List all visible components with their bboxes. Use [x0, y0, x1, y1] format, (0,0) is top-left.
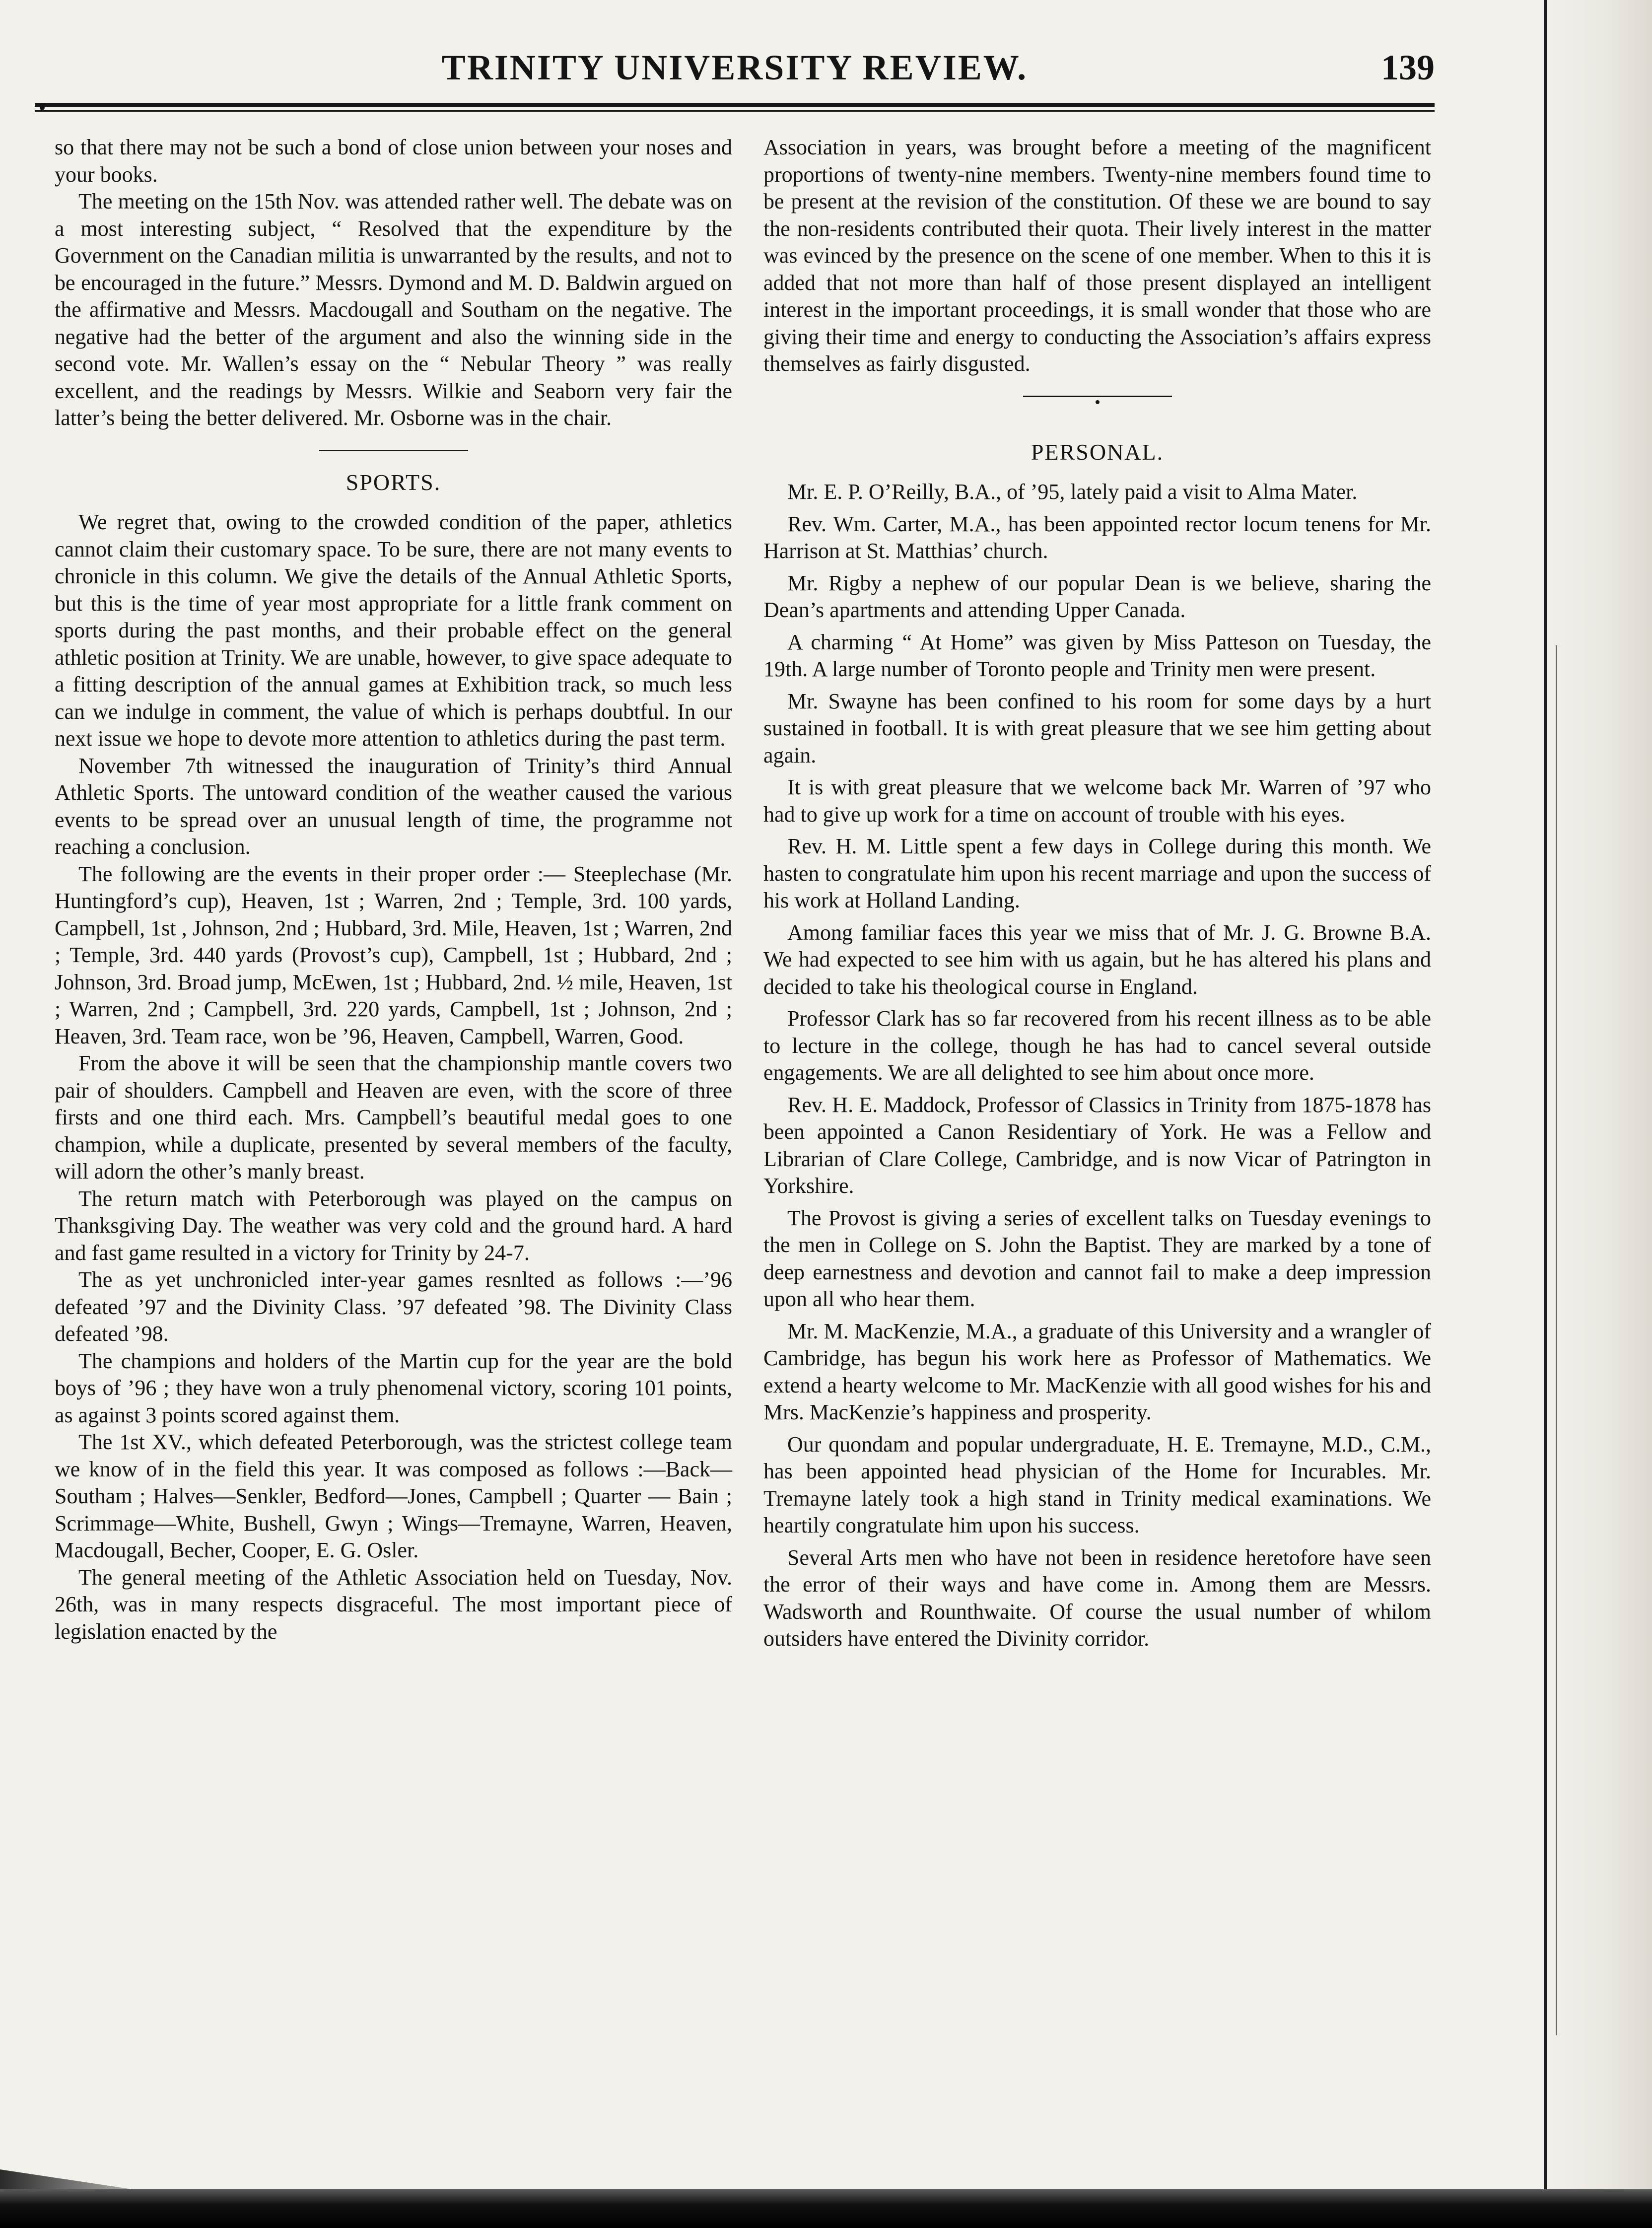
scan-bottom-shadow — [0, 2189, 1652, 2228]
paragraph: Several Arts men who have not been in residence heretofore have seen the error of their ways and have come in. Among them are Messrs. Wadsworth and Rounthwaite. Of course the usual number of whilom outsiders have entered the Divinity corridor. — [763, 1545, 1431, 1651]
header-rule-thin — [35, 110, 1435, 112]
paragraph: November 7th witnessed the inauguration of Trinity’s third Annual Athletic Sports. The untoward condition of the weather caused the various events to be spread over an unusual length of time, the programme not reaching a conclusion. — [55, 753, 732, 859]
publication-title: TRINITY UNIVERSITY REVIEW. — [441, 48, 1028, 87]
paragraph: Mr. E. P. O’Reilly, B.A., of ’95, lately paid a visit to Alma Mater. — [787, 480, 1358, 504]
page-number: 139 — [1381, 48, 1435, 87]
paragraph: The champions and holders of the Martin cup for the year are the bold boys of ’96 ; they have won a truly phenomenal victory, scoring 101 points, as against 3 points scored against them. — [55, 1348, 732, 1427]
divider-dot — [1096, 400, 1100, 404]
header-rule-thick — [35, 103, 1435, 107]
section-heading-sports: SPORTS. — [345, 469, 441, 495]
paragraph: Professor Clark has so far recovered from his recent illness as to be able to lecture in the college, though he has had to cancel several outside engagements. We are all delighted to see him about once more. — [763, 1006, 1431, 1085]
page-header — [35, 47, 1435, 97]
paragraph: Association in years, was brought before a meeting of the magnificent proportions of twenty-nine members. Twenty-nine members found time to be present at the revision of the constitution. Of these we are bound to say the non-residents contributed their quota. Their lively interest in the matter was evinced by the presence on the scene of one member. When to this it is added that not more than half of those present displayed an intelligent interest in the important proceedings, it is small wonder that those who are giving their time and energy to conducting the Association’s affairs express themselves as fairly disgusted. — [763, 135, 1431, 376]
section-divider — [1023, 396, 1172, 397]
paragraph: Among familiar faces this year we miss that of Mr. J. G. Browne B.A. We had expected to see him with us again, but he has altered his plans and decided to take his theological course in England. — [763, 920, 1431, 999]
binding-edge-line-secondary — [1556, 645, 1557, 2035]
paragraph: The 1st XV., which defeated Peterborough, was the strictest college team we know of in the field this year. It was composed as follows :—Back—Southam ; Halves—Senkler, Bedford—Jones, Campbell ; Quarter — Bain ; Scrimmage—White, Bushell, Gwyn ; Wings—Tremayne, Warren, Heaven, Macdougall, Becher, Cooper, E. G. Osler. — [55, 1430, 732, 1562]
paragraph: Rev. H. E. Maddock, Professor of Classics in Trinity from 1875-1878 has been appointed a Canon Residentiary of York. He was a Fellow and Librarian of Clare College, Cambridge, and is now Vicar of Patrington in Yorkshire. — [763, 1092, 1431, 1198]
paragraph: We regret that, owing to the crowded condition of the paper, athletics cannot claim their customary space. To be sure, there are not many events to chronicle in this column. We give the details of the Annual Athletic Sports, but this is the time of year most appropriate for a little frank comment on sports during the past months, and their probable effect on the general athletic position at Trinity. We are unable, however, to give space adequate to a fitting description of the annual games at Exhibition track, so much less can we indulge in comment, the value of which is perhaps doubtful. In our next issue we hope to devote more attention to athletics during the past term. — [55, 510, 732, 751]
paragraph: so that there may not be such a bond of close union between your noses and your books. — [55, 135, 732, 187]
section-heading-personal: PERSONAL. — [1031, 439, 1164, 465]
paragraph: A charming “ At Home” was given by Miss Patteson on Tuesday, the 19th. A large number of Toronto people and Trinity men were present. — [763, 629, 1431, 681]
paragraph: From the above it will be seen that the championship mantle covers two pair of shoulders. Campbell and Heaven are even, with the score of three firsts and one third each. Mrs. Campbell’s beautiful medal goes to one champion, while a duplicate, presented by several members of the faculty, will adorn the other’s manly breast. — [55, 1051, 732, 1184]
page-edge-margin — [1536, 0, 1652, 2228]
paragraph: Mr. M. MacKenzie, M.A., a graduate of this University and a wrangler of Cambridge, has begun his work here as Professor of Mathematics. We extend a hearty welcome to Mr. MacKenzie with all good wishes for his and Mrs. MacKenzie’s happiness and prosperity. — [763, 1319, 1431, 1424]
paragraph: The following are the events in their proper order :— Steeplechase (Mr. Huntingford’s cup), Heaven, 1st ; Warren, 2nd ; Temple, 3rd. 100 yards, Campbell, 1st , Johnson, 2nd ; Hubbard, 3rd. Mile, Heaven, 1st ; Warren, 2nd ; Temple, 3rd. 440 yards (Provost’s cup), Campbell, 1st ; Hubbard, 2nd ; Johnson, 3rd. Broad jump, McEwen, 1st ; Hubbard, 2nd. ½ mile, Heaven, 1st ; Warren, 2nd ; Campbell, 3rd. 220 yards, Campbell, 1st ; Johnson, 2nd ; Heaven, 3rd. Team race, won be ’96, Heaven, Campbell, Warren, Good. — [55, 861, 732, 1048]
paragraph: It is with great pleasure that we welcome back Mr. Warren of ’97 who had to give up work for a time on account of trouble with his eyes. — [763, 775, 1431, 827]
paragraph: Our quondam and popular undergraduate, H. E. Tremayne, M.D., C.M., has been appointed head physician of the Home for Incurables. Mr. Tremayne lately took a high stand in Trinity medical examinations. We heartily congratulate him upon his success. — [763, 1432, 1431, 1537]
right-column — [763, 134, 1431, 1653]
paragraph: The general meeting of the Athletic Association held on Tuesday, Nov. 26th, was in many respects disgraceful. The most important piece of legislation enacted by the — [55, 1565, 732, 1644]
paragraph: The as yet unchronicled inter-year games resnlted as follows :—’96 defeated ’97 and the Divinity Class. ’97 defeated ’98. The Divinity Class defeated ’98. — [55, 1267, 732, 1346]
paragraph: The Provost is giving a series of excellent talks on Tuesday evenings to the men in College on S. John the Baptist. They are marked by a tone of deep earnestness and devotion and cannot fail to make a deep impression upon all who hear them. — [763, 1205, 1431, 1311]
paragraph: Rev. H. M. Little spent a few days in College during this month. We hasten to congratulate him upon his recent marriage and upon the success of his work at Holland Landing. — [763, 834, 1431, 912]
paragraph: Mr. Rigby a nephew of our popular Dean is we believe, sharing the Dean’s apartments and attending Upper Canada. — [763, 570, 1431, 622]
paragraph: The meeting on the 15th Nov. was attended rather well. The debate was on a most interesting subject, “ Resolved that the expenditure by the Government on the Canadian militia is unwarranted by the results, and not to be encouraged in the future.” Messrs. Dymond and M. D. Baldwin argued on the affirmative and Messrs. Macdougall and Southam on the negative. The negative had the better of the argument and also the winning side in the second vote. Mr. Wallen’s essay on the “ Nebular Theory ” was really excellent, and the readings by Messrs. Wilkie and Seaborn very fair the latter’s being the better delivered. Mr. Osborne was in the chair. — [55, 189, 732, 430]
section-divider — [319, 450, 468, 451]
binding-edge-line — [1544, 0, 1547, 2228]
paragraph: The return match with Peterborough was played on the campus on Thanksgiving Day. The weather was very cold and the ground hard. A hard and fast game resulted in a victory for Trinity by 24-7. — [55, 1186, 732, 1265]
paragraph: Rev. Wm. Carter, M.A., has been appointed rector locum tenens for Mr. Harrison at St. Matthias’ church. — [763, 511, 1431, 563]
left-column — [55, 134, 732, 1645]
paragraph: Mr. Swayne has been confined to his room for some days by a hurt sustained in football. It is with great pleasure that we see him getting about again. — [763, 689, 1431, 767]
